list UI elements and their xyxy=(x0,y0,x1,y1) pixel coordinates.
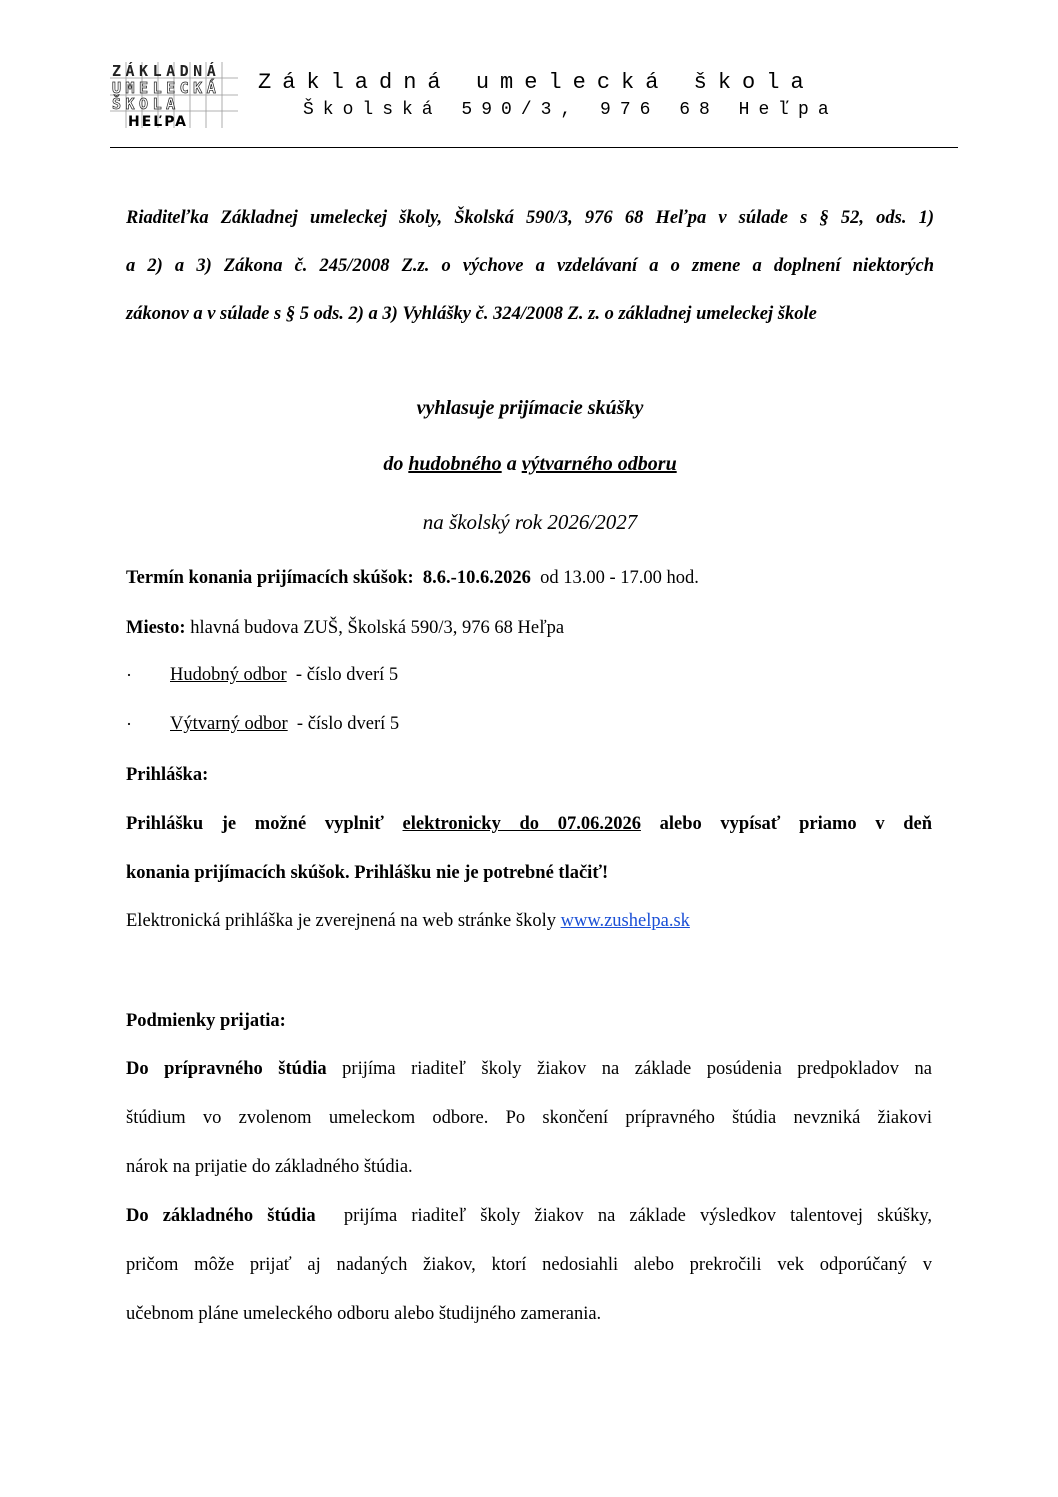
announcement-departments xyxy=(126,453,934,476)
department-item xyxy=(170,665,398,686)
basic-text: prijíma riaditeľ školy žiakov na základe výsledkov talentovej skúšky, xyxy=(343,1206,932,1226)
intro-line: a 2) a 3) Zákona č. 245/2008 Z.z. o výchove a vzdelávaní a o zmene a doplnení niektorých xyxy=(126,256,934,276)
exam-term xyxy=(126,567,699,589)
department-item xyxy=(170,714,399,735)
school-name: Základná umelecká škola xyxy=(258,70,815,95)
school-address: Školská 590/3, 976 68 Heľpa xyxy=(303,100,838,120)
prep-line-3: nárok na prijatie do základného štúdia. xyxy=(126,1157,413,1177)
art-department-label: výtvarného odboru xyxy=(521,453,677,475)
prep-study-label: Do prípravného štúdia xyxy=(126,1059,327,1079)
basic-study-label: Do základného štúdia xyxy=(126,1206,316,1226)
exam-place-label: Miesto: xyxy=(126,618,186,638)
intro-paragraph xyxy=(126,194,934,338)
intro-line: Riaditeľka Základnej umeleckej školy, Školská 590/3, 976 68 Heľpa v súlade s § 52, ods. 1) xyxy=(126,208,934,228)
music-department-label: hudobného xyxy=(408,453,502,475)
application-text: alebo vypísať priamo v deň xyxy=(659,814,933,834)
school-year: na školský rok 2026/2027 xyxy=(422,510,638,534)
header-divider xyxy=(110,147,958,148)
bullet-icon: · xyxy=(126,714,132,734)
application-line-2: konania prijímacích skúšok. Prihlášku nie je potrebné tlačiť! xyxy=(126,863,609,883)
department-name: Hudobný odbor xyxy=(170,665,287,685)
exam-term-time: od 13.00 - 17.00 hod. xyxy=(540,568,699,588)
application-text: Prihlášku je možné vyplniť xyxy=(126,814,384,834)
basic-line-2: pričom môže prijať aj nadaných žiakov, ktorí nedosiahli alebo prekročili vek odporúčaný v xyxy=(126,1255,932,1275)
basic-line-1 xyxy=(126,1205,932,1227)
application-line-1 xyxy=(126,813,932,835)
announcement-title: vyhlasuje prijímacie skúšky xyxy=(416,397,644,419)
department-name: Výtvarný odbor xyxy=(170,714,288,734)
intro-line: zákonov a v súlade s § 5 ods. 2) a 3) Vyhlášky č. 324/2008 Z. z. o základnej umeleckej škole xyxy=(126,304,817,324)
prep-text: prijíma riaditeľ školy žiakov na základe posúdenia predpokladov na xyxy=(342,1059,932,1079)
prep-line-1 xyxy=(126,1058,932,1080)
school-logo-image xyxy=(110,62,240,128)
letterhead xyxy=(110,62,958,146)
prep-line-2: štúdium vo zvolenom umeleckom odbore. Po skončení prípravného štúdia nevzniká žiakovi xyxy=(126,1108,932,1128)
school-logo xyxy=(110,62,240,128)
department-door: - číslo dverí 5 xyxy=(296,714,400,734)
conditions-heading: Podmienky prijatia: xyxy=(126,1011,286,1031)
school-website-link[interactable]: www.zushelpa.sk xyxy=(560,911,690,931)
basic-line-3: učebnom pláne umeleckého odboru alebo študijného zamerania. xyxy=(126,1304,602,1324)
application-web-text: Elektronická prihláška je zverejnená na web stránke školy xyxy=(126,911,556,931)
svg-text:UMELECKÁ: UMELECKÁ xyxy=(112,79,221,97)
exam-place xyxy=(126,617,564,639)
svg-text:ŠKOLA: ŠKOLA xyxy=(112,95,180,113)
application-heading: Prihláška: xyxy=(126,765,209,785)
announcement-conjunction: a xyxy=(501,453,522,475)
application-web xyxy=(126,910,690,932)
department-door: - číslo dverí 5 xyxy=(295,665,399,685)
exam-term-label: Termín konania prijímacích skúšok: xyxy=(126,568,414,588)
exam-place-value: hlavná budova ZUŠ, Školská 590/3, 976 68 Heľpa xyxy=(190,618,565,638)
svg-text:ZÁKLADNÁ: ZÁKLADNÁ xyxy=(112,62,221,80)
bullet-icon: · xyxy=(126,665,132,685)
application-deadline: elektronicky do 07.06.2026 xyxy=(402,814,641,834)
announcement-prefix: do xyxy=(383,453,409,475)
exam-term-dates: 8.6.-10.6.2026 xyxy=(422,568,531,588)
svg-text:HEĽPA: HEĽPA xyxy=(128,114,189,128)
